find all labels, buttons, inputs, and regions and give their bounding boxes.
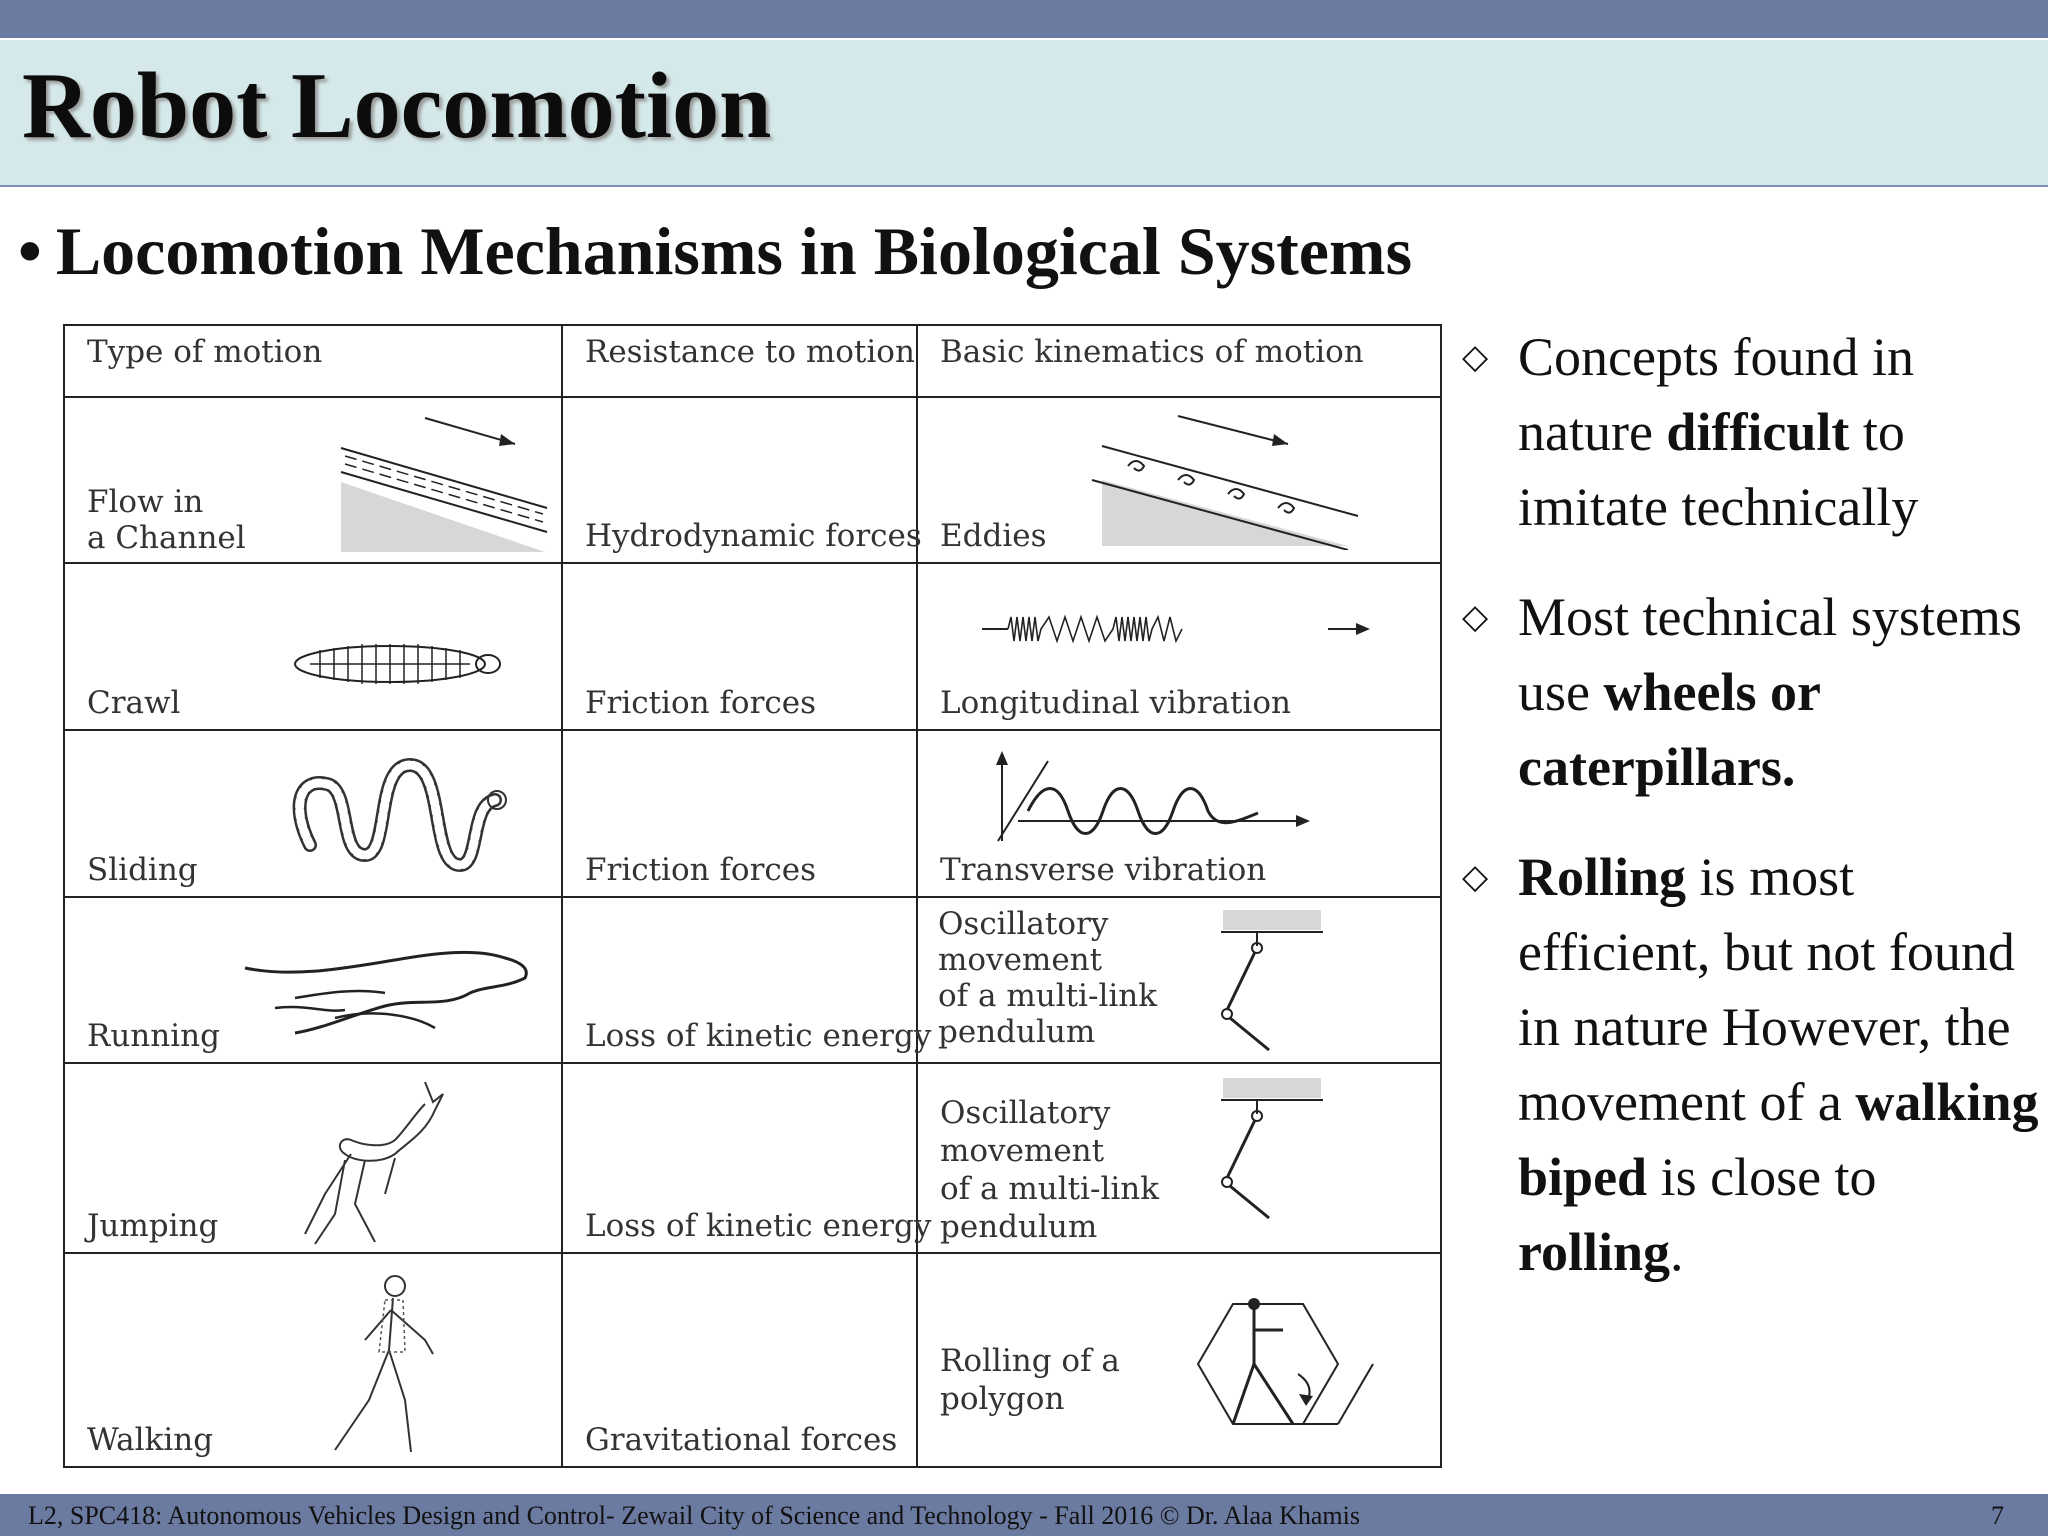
deer-jump-icon — [295, 1074, 515, 1249]
type-cell — [64, 397, 562, 563]
resistance-label: Hydrodynamic forces — [585, 518, 922, 554]
kinematics-cell — [917, 1063, 1441, 1253]
type-label: Crawl — [87, 685, 181, 721]
type-label: Running — [87, 1018, 220, 1054]
longitudinal-vibration-icon — [978, 604, 1378, 654]
type-label: Walking — [87, 1422, 214, 1458]
resistance-label: Loss of kinetic energy — [585, 1018, 932, 1054]
header-resistance: Resistance to motion — [585, 334, 915, 370]
table-row — [64, 1253, 1441, 1467]
kinematics-cell — [917, 563, 1441, 730]
resistance-label: Loss of kinetic energy — [585, 1208, 932, 1244]
subtitle-bullet: • — [18, 213, 42, 289]
diamond-bullet-icon: ◇ — [1462, 597, 1489, 637]
resistance-label: Friction forces — [585, 852, 817, 888]
pendulum-icon — [1203, 1078, 1323, 1228]
table-row — [64, 397, 1441, 563]
type-cell — [64, 1253, 562, 1467]
type-cell — [64, 730, 562, 897]
table-row — [64, 563, 1441, 730]
header-kinematics: Basic kinematics of motion — [940, 334, 1364, 370]
footer-bar — [0, 1494, 2048, 1536]
header-cell — [64, 325, 562, 397]
resistance-cell — [562, 1253, 917, 1467]
slide-title: Robot Locomotion — [22, 54, 772, 158]
walking-person-icon — [315, 1270, 515, 1460]
type-cell — [64, 897, 562, 1063]
resistance-label: Gravitational forces — [585, 1422, 898, 1458]
pendulum-icon — [1203, 910, 1323, 1060]
eddies-icon — [1088, 410, 1388, 550]
kinematics-label: Longitudinal vibration — [940, 685, 1291, 721]
top-accent-bar — [0, 0, 2048, 38]
table-row — [64, 897, 1441, 1063]
snake-icon — [280, 745, 520, 885]
subtitle-text: Locomotion Mechanisms in Biological Systems — [55, 213, 1413, 289]
diamond-bullet-icon: ◇ — [1462, 857, 1489, 897]
type-label: Sliding — [87, 852, 198, 888]
transverse-vibration-icon — [988, 751, 1328, 851]
bullet-item: ◇ Rolling is most efficient, but not found in nature However, the movement of a walking biped is close to rolling. — [1462, 840, 2042, 1290]
slide-subtitle — [18, 212, 1412, 291]
type-cell — [64, 563, 562, 730]
type-label: Jumping — [87, 1208, 219, 1244]
kinematics-label: Rolling of a polygon — [940, 1343, 1120, 1417]
table-row — [64, 730, 1441, 897]
type-cell — [64, 1063, 562, 1253]
header-type: Type of motion — [87, 334, 323, 370]
header-cell — [917, 325, 1441, 397]
resistance-cell — [562, 730, 917, 897]
footer-text: L2, SPC418: Autonomous Vehicles Design and Control- Zewail City of Science and Technology - Fall 2016 © Dr. Alaa Khamis — [28, 1501, 1360, 1530]
kinematics-label: Oscillatory movement of a multi-link pendulum — [940, 1095, 1160, 1245]
kinematics-cell — [917, 730, 1441, 897]
resistance-cell — [562, 1063, 932, 1253]
kinematics-label: Transverse vibration — [940, 852, 1267, 888]
kinematics-cell — [917, 1253, 1441, 1467]
bullet-list — [1462, 320, 2042, 1325]
type-label: Flow in a Channel — [87, 484, 246, 556]
page-number: 7 — [1991, 1501, 2004, 1530]
table-row — [64, 1063, 1441, 1253]
kinematics-cell — [917, 897, 1441, 1063]
resistance-cell — [562, 897, 932, 1063]
header-cell — [562, 325, 917, 397]
locomotion-table — [63, 324, 1442, 1468]
bullet-item: ◇ Concepts found in nature difficult to imitate technically — [1462, 320, 2042, 545]
resistance-cell — [562, 397, 922, 563]
rolling-polygon-icon — [1193, 1294, 1383, 1434]
kinematics-label: Eddies — [940, 518, 1047, 554]
resistance-label: Friction forces — [585, 685, 817, 721]
resistance-cell — [562, 563, 917, 730]
bullet-item: ◇ Most technical systems use wheels or caterpillars. — [1462, 580, 2042, 805]
table-header-row — [64, 325, 1441, 397]
caterpillar-icon — [290, 634, 520, 694]
diamond-bullet-icon: ◇ — [1462, 337, 1489, 377]
kinematics-label: Oscillatory movement of a multi-link pendulum — [938, 906, 1158, 1050]
cheetah-icon — [235, 938, 535, 1048]
channel-flow-icon — [275, 412, 555, 552]
kinematics-cell — [917, 397, 1441, 563]
